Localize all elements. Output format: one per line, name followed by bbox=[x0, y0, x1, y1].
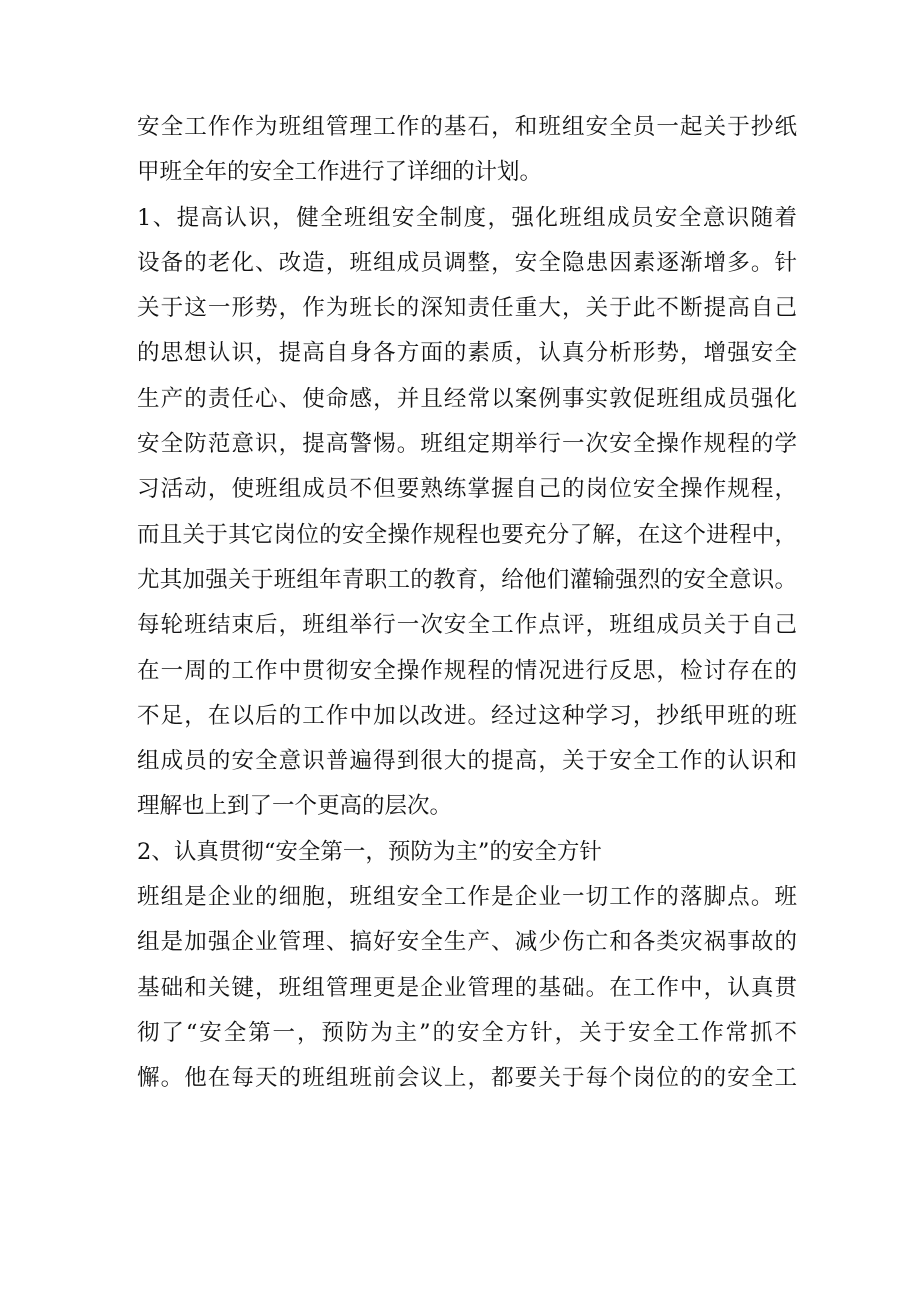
text-line: 组成员的安全意识普遍得到很大的提高，关于安全工作的认识和 bbox=[137, 748, 797, 775]
text-line: 生产的责任心、使命感，并且经常以案例事实敦促班组成员强化 bbox=[137, 385, 797, 412]
text-line: 安全工作作为班组管理工作的基石，和班组安全员一起关于抄纸 bbox=[137, 114, 797, 140]
text-line: 在一周的工作中贯彻安全操作规程的情况进行反思，检讨存在的 bbox=[137, 657, 797, 684]
text-line: 理解也上到了一个更高的层次。 bbox=[137, 793, 453, 820]
text-line: 尤其加强关于班组年青职工的教育，给他们灌输强烈的安全意识。 bbox=[137, 566, 797, 593]
text-line: 每轮班结束后，班组举行一次安全工作点评，班组成员关于自己 bbox=[137, 612, 797, 639]
text-line: 不足，在以后的工作中加以改进。经过这种学习，抄纸甲班的班 bbox=[137, 702, 797, 729]
text-line: 彻了“安全第一，预防为主”的安全方针，关于安全工作常抓不 bbox=[137, 1019, 797, 1046]
text-line: 班组是企业的细胞，班组安全工作是企业一切工作的落脚点。班 bbox=[137, 884, 797, 911]
text-line: 甲班全年的安全工作进行了详细的计划。 bbox=[137, 159, 543, 186]
text-line: 设备的老化、改造，班组成员调整，安全隐患因素逐渐增多。针 bbox=[137, 249, 797, 276]
text-line: 基础和关键，班组管理更是企业管理的基础。在工作中，认真贯 bbox=[137, 974, 797, 1001]
text-line: 懈。他在每天的班组班前会议上，都要关于每个岗位的的安全工 bbox=[137, 1065, 797, 1092]
body-text bbox=[137, 105, 797, 1102]
section-heading: 2、认真贯彻“安全第一，预防为主”的安全方针 bbox=[137, 838, 602, 865]
text-line: 的思想认识，提高自身各方面的素质，认真分析形势，增强安全 bbox=[137, 340, 797, 367]
text-line: 关于这一形势，作为班长的深知责任重大，关于此不断提高自己 bbox=[137, 295, 797, 322]
text-line: 安全防范意识，提高警惕。班组定期举行一次安全操作规程的学 bbox=[137, 431, 797, 458]
text-line: 习活动，使班组成员不但要熟练掌握自己的岗位安全操作规程， bbox=[137, 476, 797, 503]
text-line: 1、提高认识，健全班组安全制度，强化班组成员安全意识随着 bbox=[137, 204, 797, 231]
text-line: 而且关于其它岗位的安全操作规程也要充分了解，在这个进程中， bbox=[137, 521, 797, 548]
text-line: 组是加强企业管理、搞好安全生产、减少伤亡和各类灾祸事故的 bbox=[137, 929, 797, 956]
